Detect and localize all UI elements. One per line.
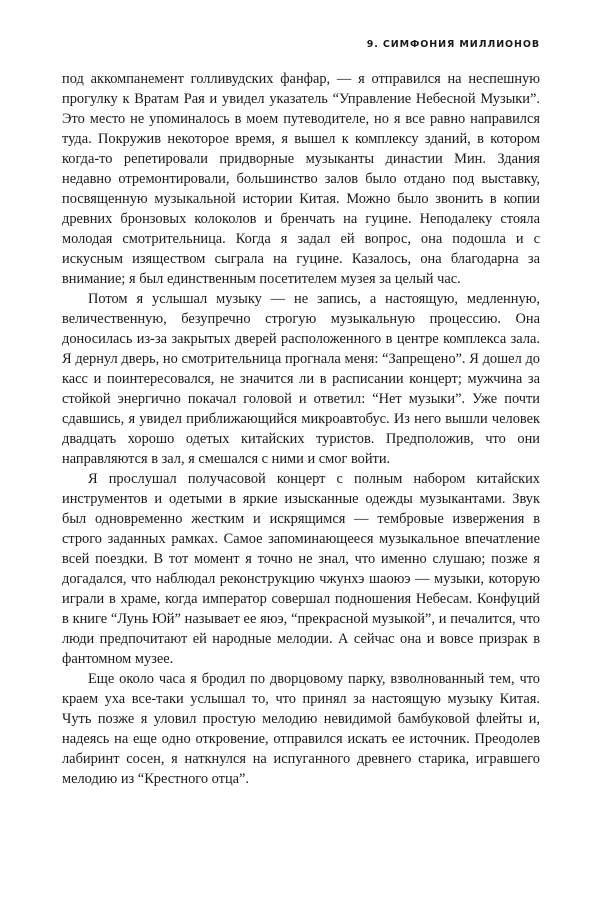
paragraph: под аккомпанемент голливудских фанфар, — я отправился на неспешную прогулку к Вратам Рая и увидел указатель “Управление Небесной Музыки”. Это место не упоминалось в моем путеводителе, но я все равно направился туда. Покружив некоторое время, я вышел к комплексу зданий, в котором когда-то репетировали придворные музыканты династии Мин. Здания недавно отремонтировали, большинство залов было отдано под выставку, посвященную музыкальной истории Китая. Можно было звонить в копии древних бронзовых колоколов и бренчать на гуцине. Неподалеку стояла молодая смотрительница. Когда я задал ей вопрос, она подошла и с искусным изяществом сыграла на гуцине. Казалось, она благодарна за внимание; я был единственным посетителем музея за целый час. xyxy=(62,71,540,287)
body-text xyxy=(62,69,540,789)
paragraph: Я прослушал получасовой концерт с полным набором китайских инструментов и одетыми в яркие изысканные одежды музыкантами. Звук был одновременно жестким и искрящимся — тембровые извержения в строго заданных рамках. Самое запоминающееся музыкальное впечатление всей поездки. В тот момент я точно не знал, что именно слушаю; позже я догадался, что наблюдал реконструкцию чжунхэ шаоюэ — музыки, которую играли в храме, когда император совершал подношения Небесам. Конфуций в книге “Лунь Юй” называет ее яюэ, “прекрасной музыкой”, и печалится, что люди предпочитают ей народные мелодии. А сейчас она и вовсе призрак в фантомном музее. xyxy=(62,471,540,667)
running-head: 9. СИМФОНИЯ МИЛЛИОНОВ xyxy=(366,39,540,50)
paragraph: Еще около часа я бродил по дворцовому парку, взволнованный тем, что краем уха все-таки услышал то, что принял за настоящую музыку Китая. Чуть позже я уловил простую мелодию невидимой бамбуковой флейты и, надеясь на еще одно откровение, отправился искать ее источник. Преодолев лабиринт сосен, я наткнулся на испуганного древнего старика, игравшего мелодию из “Крестного отца”. xyxy=(62,671,540,787)
paragraph: Потом я услышал музыку — не запись, а настоящую, медленную, величественную, безупречно строгую музыкальную процессию. Она доносилась из-за закрытых дверей расположенного в центре комплекса зала. Я дернул дверь, но смотрительница прогнала меня: “Запрещено”. Я дошел до касс и поинтересовался, не значится ли в расписании концерт; мужчина за стойкой энергично покачал головой и ответил: “Нет музыки”. Уже почти сдавшись, я увидел приближающийся микроавтобус. Из него вышли человек двадцать хорошо одетых китайских туристов. Предположив, что они направляются в зал, я смешался с ними и смог войти. xyxy=(62,291,540,467)
